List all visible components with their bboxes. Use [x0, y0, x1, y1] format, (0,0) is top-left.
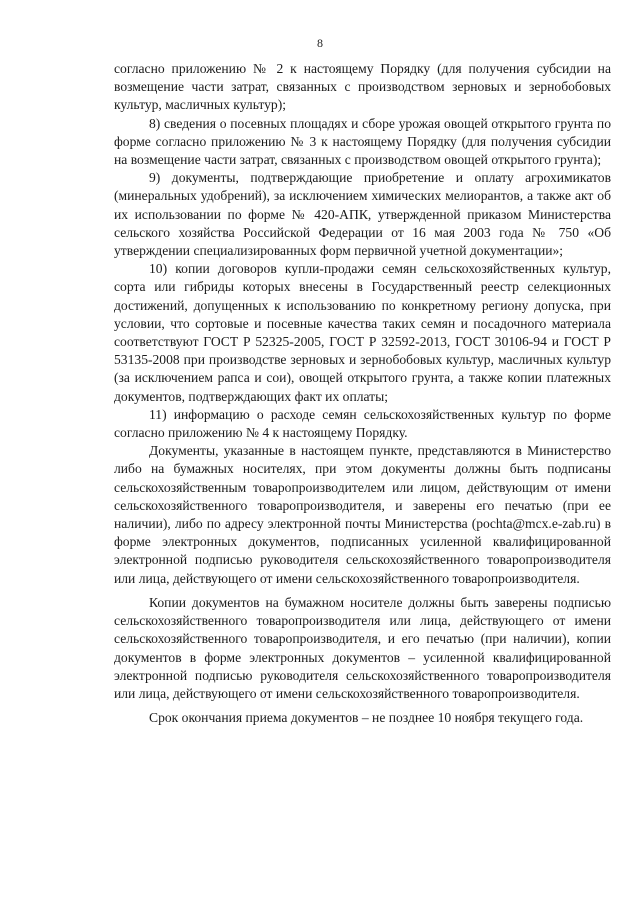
paragraph-item-11: 11) информацию о расходе семян сельскохозяйственных культур по форме согласно приложению № 4 к настоящему Порядку. [114, 406, 611, 441]
paragraph-copies: Копии документов на бумажном носителе должны быть заверены подписью сельскохозяйственного товаропроизводителя или лица, действующего от имени сельскохозяйственного товаропроизводителя, и его печатью (при наличии), копии документов в форме электронных документов – усиленной квалифицированной электронной подписью руководителя сельскохозяйственного товаропроизводителя или лица, действующего от имени сельскохозяйственного товаропроизводителя. [114, 594, 611, 701]
paragraph-continuation: согласно приложению № 2 к настоящему Порядку (для получения субсидии на возмещение части затрат, связанных с производством зерновых и зернобобовых культур, масличных культур); [114, 61, 611, 113]
document-body [114, 60, 611, 727]
paragraph-item-9: 9) документы, подтверждающие приобретение и оплату агрохимикатов (минеральных удобрений), за исключением химических мелиорантов, а также акт об их использовании по форме № 420-АПК, утвержденной приказом Министерства сельского хозяйства Российской Федерации от 16 мая 2003 года № 750 «Об утверждении специализированных форм первичной учетной документации»; [114, 170, 611, 259]
paragraph-deadline: Срок окончания приема документов – не позднее 10 ноября текущего года. [149, 710, 584, 726]
paragraph-item-8: 8) сведения о посевных площадях и сборе урожая овощей открытого грунта по форме согласно приложению № 3 к настоящему Порядку (для получения субсидии на возмещение части затрат, связанных с производством овощей открытого грунта); [114, 115, 611, 168]
page-number: 8 [317, 36, 323, 50]
paragraph-item-10: 10) копии договоров купли-продажи семян сельскохозяйственных культур, сорта или гибриды которых внесены в Государственный реестр селекционных достижений, допущенных к использованию по конкретному региону допуска, при условии, что сортовые и посевные качества таких семян и посадочного материала соответствуют ГОСТ Р 52325-2005, ГОСТ Р 32592-2013, ГОСТ 30106-94 и ГОСТ Р 53135-2008 при производстве зерновых и зернобобовых культур, масличных культур (за исключением рапса и сои), овощей открытого грунта, а также копии платежных документов, подтверждающих факт их оплаты; [114, 261, 611, 404]
paragraph-documents: Документы, указанные в настоящем пункте, представляются в Министерство либо на бумажных носителях, при этом документы должны быть подписаны сельскохозяйственным товаропроизводителем или лицом, действующим от имени сельскохозяйственного товаропроизводителя, и заверены его печатью (при ее наличии), либо по адресу электронной почты Министерства (pochta@mcx.e-zab.ru) в форме электронных документов, подписанных усиленной квалифицированной электронной подписью руководителя сельскохозяйственного товаропроизводителя или лица, действующего от имени сельскохозяйственного товаропроизводителя. [114, 443, 611, 586]
